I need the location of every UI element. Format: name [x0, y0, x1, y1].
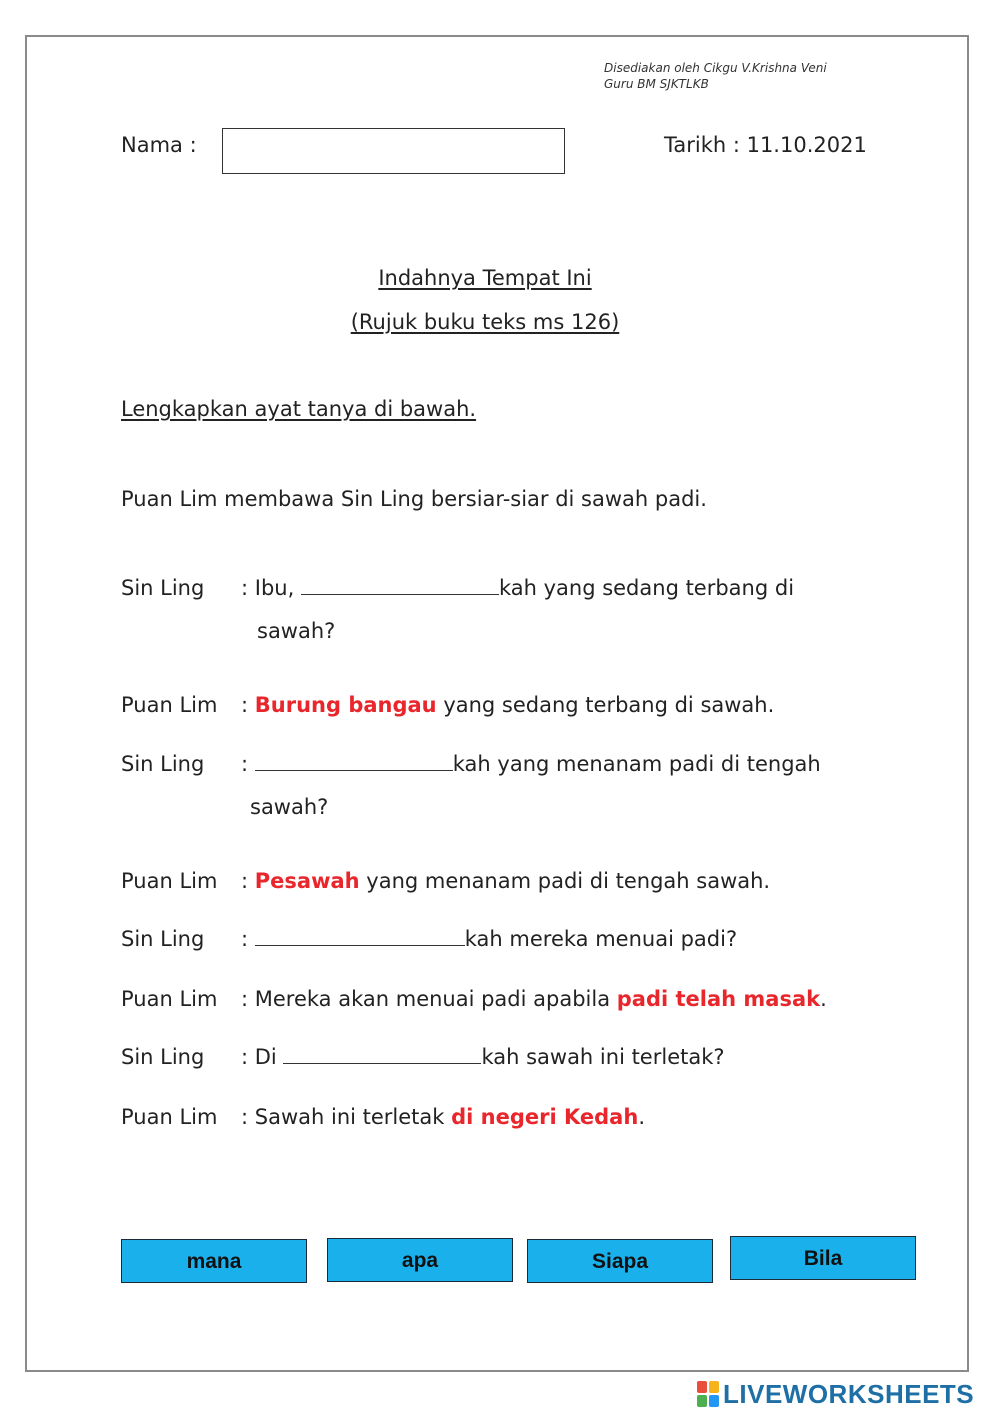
speaker-sin-ling: Sin Ling: [121, 927, 205, 951]
speaker-puan-lim: Puan Lim: [121, 1105, 218, 1129]
q1-prefix: : Ibu,: [241, 576, 301, 600]
question-2: [241, 752, 821, 776]
page-subtitle: (Rujuk buku teks ms 126): [350, 310, 620, 334]
q1-continuation: sawah?: [257, 619, 336, 643]
colon: :: [241, 869, 249, 893]
colon: :: [241, 927, 249, 951]
credit-role: Guru BM SJKTLKB: [604, 77, 709, 91]
question-3: [241, 927, 737, 951]
logo-blocks-icon: [697, 1381, 719, 1407]
date-label: Tarikh : 11.10.2021: [664, 133, 867, 157]
speaker-puan-lim: Puan Lim: [121, 987, 218, 1011]
option-apa[interactable]: apa: [327, 1238, 513, 1282]
logo-block-blue: [709, 1395, 719, 1407]
intro-text: Puan Lim membawa Sin Ling bersiar-siar di sawah padi.: [121, 487, 707, 511]
answer-4-end: .: [638, 1105, 645, 1129]
credit: [604, 60, 827, 92]
answer-2-highlight: Pesawah: [254, 869, 360, 893]
question-1: [241, 576, 794, 600]
q4-prefix: : Di: [241, 1045, 284, 1069]
speaker-sin-ling: Sin Ling: [121, 1045, 205, 1069]
answer-4-highlight: di negeri Kedah: [451, 1105, 639, 1129]
answer-2: [241, 869, 770, 893]
q2-continuation: sawah?: [250, 795, 329, 819]
q2-suffix: kah yang menanam padi di tengah: [452, 752, 821, 776]
option-bila[interactable]: Bila: [730, 1236, 916, 1280]
logo-block-yellow: [709, 1381, 719, 1393]
blank-1-dropzone[interactable]: [301, 576, 499, 595]
colon: :: [241, 752, 249, 776]
q1-suffix: kah yang sedang terbang di: [498, 576, 795, 600]
option-mana[interactable]: mana: [121, 1239, 307, 1283]
logo-text: LIVEWORKSHEETS: [723, 1378, 975, 1409]
speaker-puan-lim: Puan Lim: [121, 693, 218, 717]
answer-1: [241, 693, 774, 717]
name-input[interactable]: [222, 128, 565, 174]
answer-3-end: .: [820, 987, 827, 1011]
option-siapa[interactable]: Siapa: [527, 1239, 713, 1283]
instruction: Lengkapkan ayat tanya di bawah.: [121, 397, 477, 421]
answer-3-text: : Mereka akan menuai padi apabila: [241, 987, 617, 1011]
answer-1-text: yang sedang terbang di sawah.: [436, 693, 775, 717]
logo-block-green: [697, 1395, 707, 1407]
speaker-sin-ling: Sin Ling: [121, 576, 205, 600]
blank-3-dropzone[interactable]: [255, 927, 465, 946]
credit-author: Disediakan oleh Cikgu V.Krishna Veni: [604, 61, 827, 75]
answer-3: [241, 987, 827, 1011]
colon: :: [241, 693, 249, 717]
page-title: Indahnya Tempat Ini: [378, 266, 592, 290]
question-4: [241, 1045, 725, 1069]
q3-suffix: kah mereka menuai padi?: [464, 927, 738, 951]
liveworksheets-logo: [697, 1380, 974, 1408]
blank-4-dropzone[interactable]: [283, 1045, 481, 1064]
speaker-sin-ling: Sin Ling: [121, 752, 205, 776]
speaker-puan-lim: Puan Lim: [121, 869, 218, 893]
answer-1-highlight: Burung bangau: [254, 693, 437, 717]
nama-label: Nama :: [121, 133, 197, 157]
logo-block-red: [697, 1381, 707, 1393]
answer-4-text: : Sawah ini terletak: [241, 1105, 452, 1129]
answer-4: [241, 1105, 645, 1129]
q4-suffix: kah sawah ini terletak?: [481, 1045, 725, 1069]
blank-2-dropzone[interactable]: [255, 752, 453, 771]
answer-3-highlight: padi telah masak: [616, 987, 821, 1011]
answer-2-text: yang menanam padi di tengah sawah.: [359, 869, 771, 893]
